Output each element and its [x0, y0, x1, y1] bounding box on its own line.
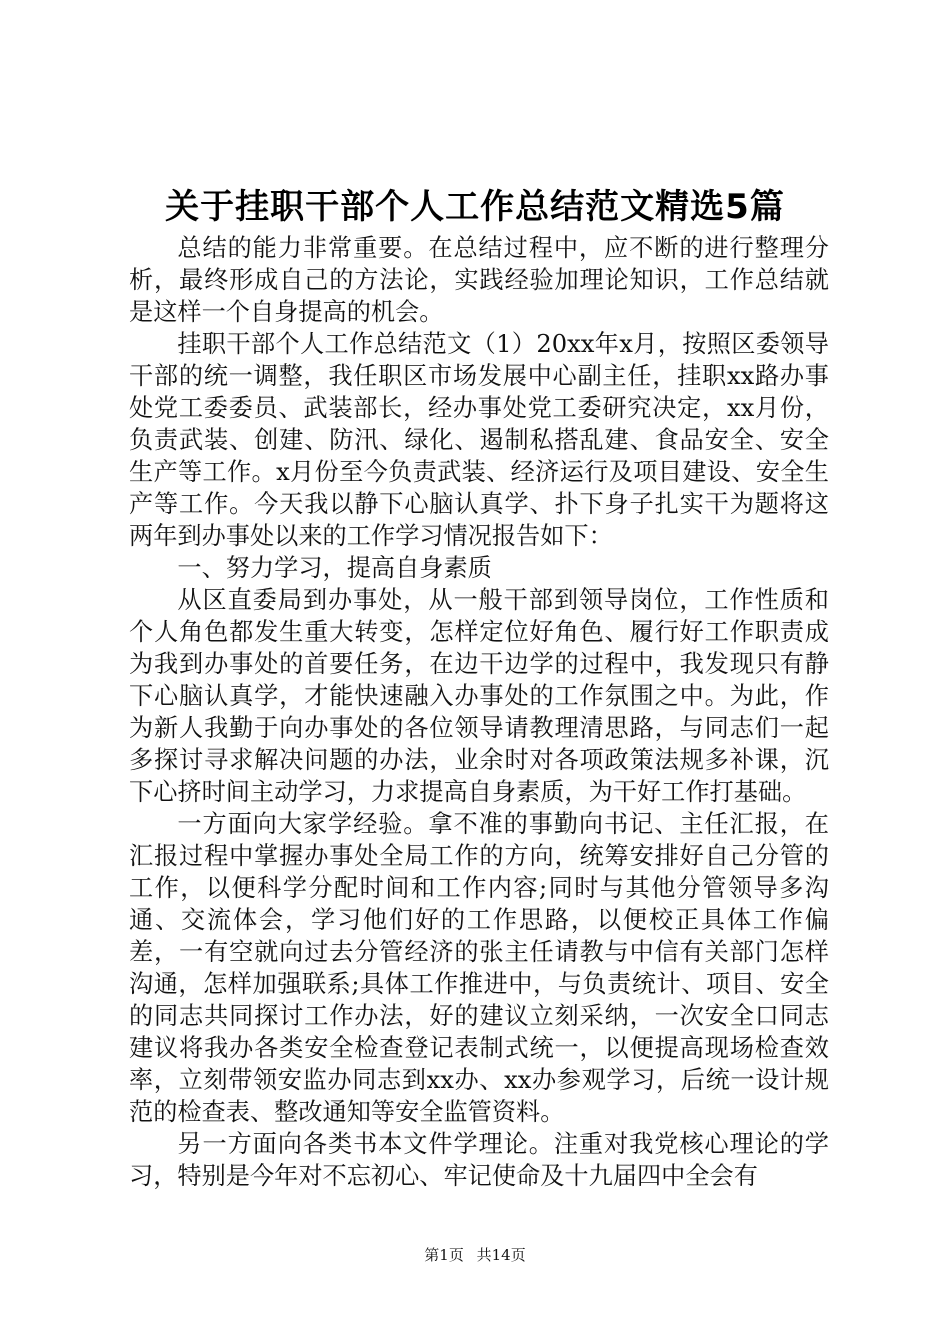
paragraph-intro: 总结的能力非常重要。在总结过程中，应不断的进行整理分析，最终形成自己的方法论，实践经验加理论知识，工作总结就是这样一个自身提高的机会。 — [129, 234, 829, 326]
paragraph-study: 从区直委局到办事处，从一般干部到领导岗位，工作性质和个人角色都发生重大转变，怎样定位好角色、履行好工作职责成为我到办事处的首要任务，在边干边学的过程中，我发现只有静下心脑认真学，才能快速融入办事处的工作氛围之中。为此，作为新人我勤于向办事处的各位领导请教理清思路，与同志们一起多探讨寻求解决问题的办法，业余时对各项政策法规多补课，沉下心挤时间主动学习，力求提高自身素质，为干好工作打基础。 — [129, 586, 829, 806]
page-footer — [0, 1243, 950, 1267]
page-number: 第1页 — [424, 1246, 464, 1264]
section-heading-1: 一、努力学习，提高自身素质 — [177, 554, 492, 582]
document-body — [129, 232, 829, 1192]
paragraph-learn-theory: 另一方面向各类书本文件学理论。注重对我党核心理论的学习，特别是今年对不忘初心、牢记使命及十九届四中全会有 — [129, 1130, 829, 1190]
document-title: 关于挂职干部个人工作总结范文精选5篇 — [165, 187, 785, 227]
page-total: 共14页 — [476, 1246, 526, 1264]
paragraph-background: 挂职干部个人工作总结范文（1）20xx年x月，按照区委领导干部的统一调整，我任职区市场发展中心副主任，挂职xx路办事处党工委委员、武装部长，经办事处党工委研究决定，xx月份，负责武装、创建、防汛、绿化、遏制私搭乱建、食品安全、安全生产等工作。x月份至今负责武装、经济运行及项目建设、安全生产等工作。今天我以静下心脑认真学、扑下身子扎实干为题将这两年到办事处以来的工作学习情况报告如下： — [129, 330, 829, 550]
paragraph-learn-experience: 一方面向大家学经验。拿不准的事勤向书记、主任汇报，在汇报过程中掌握办事处全局工作的方向，统筹安排好自己分管的工作，以便科学分配时间和工作内容;同时与其他分管领导多沟通、交流体会，学习他们好的工作思路，以便校正具体工作偏差，一有空就向过去分管经济的张主任请教与中信有关部门怎样沟通，怎样加强联系;具体工作推进中，与负责统计、项目、安全的同志共同探讨工作办法，好的建议立刻采纳，一次安全口同志建议将我办各类安全检查登记表制式统一，以便提高现场检查效率，立刻带领安监办同志到xx办、xx办参观学习，后统一设计规范的检查表、整改通知等安全监管资料。 — [129, 810, 829, 1126]
